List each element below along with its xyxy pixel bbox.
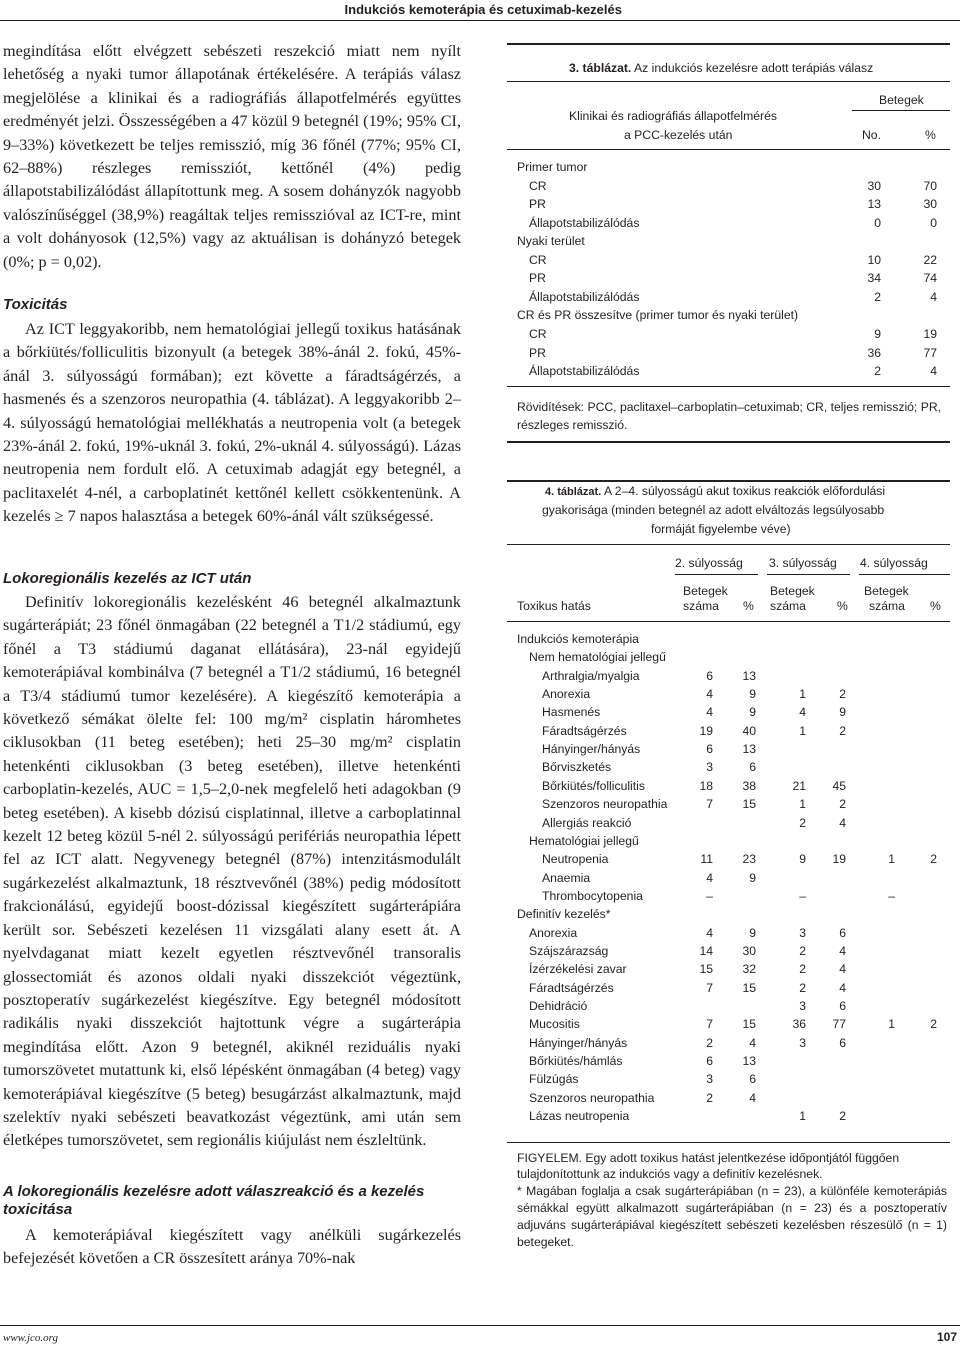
table-4-cell: 45	[832, 778, 846, 793]
table-4-cell: 36	[792, 1017, 806, 1032]
table-4-row-label: Anorexia	[529, 925, 578, 940]
toxicity-heading: Toxicitás	[3, 296, 68, 313]
table-4-cell: 6	[749, 1072, 756, 1087]
table-4-cell: 6	[839, 925, 846, 940]
table-4-g3-count-2: száma	[770, 599, 806, 613]
table-3-cell-pct: 0	[930, 215, 937, 230]
table-4-cell: 13	[742, 1054, 756, 1069]
table-4-cell: 2	[839, 1109, 846, 1124]
table-4-cell: 3	[799, 1035, 806, 1050]
table-4-label: 4. táblázat.	[545, 486, 602, 498]
table-4-cell: 3	[799, 999, 806, 1013]
table-4-cell: 7	[706, 980, 713, 995]
table-4-cell: 15	[742, 980, 756, 995]
table-3-caption-rule	[507, 81, 950, 82]
toxicity-paragraph: Az ICT leggyakoribb, nem hematológiai jellegű toxikus hatásának a bőrkiütés/folliculitis bizonyult (a betegek 38%-ánál 2. fokú, 45%-ánál 3. súlyosságú formában); ezt követte a fáradtságérzés, a hasmenés és a szenzoros neuropathia (4. táblázat). A leggyakoribb 2–4. súlyosságú hematológiai mellékhatás a neutropenia volt (a betegek 23%-ánál 2. fokú, 19%-uknál 3. fokú, 2%-uknál 4. súlyosságú). Lázas neutropenia nem fordult elő. A cetuximab adagját egy betegnél, a paclitaxelét 4-nél, a carboplatinét kettőnél kellett csökkentenünk. A kezelés ≥ 7 napos halasztása a betegek 60%-ánál vált szükségessé.	[3, 320, 461, 526]
table-3-row-label: CR	[529, 252, 547, 267]
table-3-cell-no: 36	[867, 345, 881, 360]
response-heading: A lokoregionális kezelésre adott válaszreakció és a kezelés toxicitása	[3, 1183, 425, 1218]
table-4-cell: 15	[742, 1017, 756, 1032]
table-4-row-label: Allergiás reakció	[542, 815, 632, 830]
table-4-row-label: Definitív kezelés*	[517, 907, 611, 922]
intro-paragraph: megindítása előtt elvégzett sebészeti reszekció miatt nem nyílt lehetőség a nyaki tumor állapotának értékelésére. A terápiás válasz megjelölése a klinikai és a radiográfiás állapotfelmérés együttes eredményét jelzi. Összességében a 47 közül 9 betegnél (19%; 95% CI, 9–33%) következett be teljes remisszió, míg 36 főnél (77%; 95% CI, 62–88%) részleges remissziót, kettőnél (4%) pedig állapotstabilizálódást állapítottunk meg. A sosem dohányzók nagyobb valószínűséggel (38,9%) reagáltak teljes remisszióval az ICT-re, mint a volt dohányosok (12,5%) vagy az aktuálisan is dohányzó betegek (0%; p = 0,02).	[3, 42, 461, 271]
table-4-cell: 2	[799, 815, 806, 830]
table-4-cell: 9	[839, 705, 846, 720]
table-4-footnote-2: * Magában foglalja a csak sugárterápiában (n = 23), a különféle kemoterápiás sémákkal együtt alkalmazott sugárterápiában (n = 23) és a posztoperatív adjuváns sugárterápiával kiegészített sebészeti kezelésben részesülő (n = 1) betegeket.	[517, 1184, 947, 1249]
table-3-bottom-rule	[507, 386, 950, 387]
table-3-cell-no: 9	[874, 326, 881, 341]
table-4-row-label: Anorexia	[542, 687, 591, 702]
table-4-cell: –	[799, 888, 806, 903]
table-4-bottom-rule	[507, 1142, 950, 1143]
table-3-row-label: CR	[529, 178, 547, 193]
table-3-title: Az indukciós kezelésre adott terápiás válasz	[634, 61, 874, 75]
table-4-row-label: Bőrkiütés/folliculitis	[542, 778, 645, 793]
table-4-cell: 6	[839, 999, 846, 1013]
table-4-row-label: Anaemia	[542, 870, 591, 885]
table-3	[507, 43, 950, 443]
table-4-row-label: Fülzúgás	[529, 1072, 579, 1087]
table-4-cell: 6	[706, 668, 713, 683]
table-4-cell: 9	[749, 687, 756, 702]
table-4-grade-2-header: 2. súlyosság	[675, 556, 743, 570]
table-4-cell: 1	[888, 852, 895, 867]
table-4-cell: 6	[706, 742, 713, 757]
table-3-row-label: Állapotstabilizálódás	[529, 289, 640, 304]
table-4-row-label: Ízérzékelési zavar	[529, 962, 627, 977]
header-rule	[0, 20, 960, 21]
table-4-cell: 1	[799, 1109, 806, 1124]
table-3-col-pct: %	[925, 128, 936, 142]
locoregional-heading: Lokoregionális kezelés az ICT után	[3, 570, 252, 587]
table-4-cell: 4	[749, 1090, 756, 1105]
table-4-cell: 19	[832, 852, 846, 867]
table-4-cell: 4	[706, 687, 713, 702]
table-4-cell: 3	[706, 1072, 713, 1087]
table-4-row-label: Mucositis	[529, 1017, 580, 1032]
table-4-cell: 1	[888, 1017, 895, 1032]
table-4-g4-count-1: Betegek	[864, 584, 909, 598]
table-4-cell: 32	[742, 962, 756, 977]
table-4-g4-count-2: száma	[869, 599, 905, 613]
table-3-cell-pct: 74	[923, 271, 937, 286]
table-4-cell: 2	[799, 943, 806, 958]
table-3-row-label: CR és PR összesítve (primer tumor és nyaki terület)	[517, 308, 799, 323]
page-number: 107	[936, 1330, 957, 1344]
table-4-cell: 4	[706, 870, 713, 885]
table-4-cell: 4	[706, 705, 713, 720]
table-3-cell-pct: 30	[923, 197, 937, 212]
table-4-cell: 15	[742, 797, 756, 812]
table-4-footnote-1: FIGYELEM. Egy adott toxikus hatást jelentkezése időpontjától függően tulajdonítottunk az indukciós vagy a definitív kezelésnek.	[517, 1151, 900, 1181]
table-4-cell: 4	[799, 705, 806, 720]
table-3-row-label: Nyaki terület	[517, 234, 585, 249]
table-4-cell: 2	[839, 687, 846, 702]
table-4-cell: 2	[839, 723, 846, 738]
table-4-row-label: Hasmenés	[542, 705, 601, 720]
table-4-caption-rule	[507, 544, 950, 545]
table-4-row-label: Hányinger/hányás	[542, 742, 641, 757]
table-4-row-label: Szenzoros neuropathia	[542, 797, 668, 812]
table-3-label: 3. táblázat.	[569, 61, 632, 75]
table-3-stub-header-1: Klinikai és radiográfiás állapotfelmérés	[569, 109, 777, 123]
table-4-cell: 2	[839, 797, 846, 812]
table-3-cell-no: 13	[867, 197, 881, 212]
table-4-grade-3-rule	[767, 574, 850, 575]
table-4-cell: 4	[706, 925, 713, 940]
table-4-cell: 2	[706, 1090, 713, 1105]
table-4-g4-pct: %	[930, 599, 941, 613]
table-3-row-label: PR	[529, 271, 546, 286]
table-3-cell-pct: 77	[923, 345, 937, 360]
table-4-g2-pct: %	[743, 599, 754, 613]
table-4-cell: 9	[749, 870, 756, 885]
table-4-cell: 13	[742, 668, 756, 683]
table-4-cell: 4	[839, 980, 846, 995]
table-4-row-label: Arthralgia/myalgia	[542, 668, 640, 683]
table-4-cell: 3	[706, 760, 713, 775]
table-4-cell: 7	[706, 797, 713, 812]
locoregional-paragraph: Definitív lokoregionális kezelésként 46 betegnél alkalmaztunk sugárterápiát; 23 főnél önmagában (22 betegnél a T1/2 stádiumú, egy főnél a T3 stádiumú daganat ellátására), 23-nál egyidejű kemoterápiával kombinálva (7 betegnél a T1/2 stádiumú, 16 betegnél a T3/4 stádiumú tumor kezelésére). A kiegészítő kemoterápia a következő sémákat ölelte fel: 100 mg/m² cisplatin háromhetes ciklusokban (11 beteg esetében); heti 25–30 mg/m² cisplatin hetenkénti ciklusokban (3 beteg esetében), illetve hetenkénti carboplatin-kezelés, AUC = 1,5–2,0-nek megfelelő heti adagokban (9 beteg esetében). A kisebb dózisú cisplatinnal, illetve a carboplatinnal kezelt 12 beteg közül 5-nél 2. súlyosságú perifériás neuropathia lépett fel az ICT alatt. Negyvenegy betegnél (87%) intenzitásmodulált sugárkezelést alkalmaztunk, 18 résztvevőnél (38%) pedig módosított frakcionálású, egyidejű boost-dózissal kiegészített sugárterápiára került sor. Sebészeti kezelésen 11 vizsgálati alany esett át. A nyelvdaganat miatt kezelt egyetlen résztvevőnél transoralis glossectomiát és azonos oldali nyaki disszekciót végeztünk, posztoperatív sugárkezelést kiegészítve. Egy betegnél módosított radikális nyaki disszekciót hajtottunk végre a sugárterápia megindítása előtt. Azon 9 betegnél, akiknél reziduális nyaki tumorszövetet mutattunk ki, első lépésként önmagában (4 beteg) vagy kemoterápiával kiegészítve (5 beteg) besugárzást alkalmaztunk, majd szelektív nyaki sebészeti beavatkozást végeztünk, ami után sem életképes tumorszövetet, sem regionális kiújulást nem észleltünk.	[3, 593, 461, 1150]
table-4-row-label: Bőrviszketés	[542, 760, 612, 775]
table-3-cell-pct: 4	[930, 289, 937, 304]
table-3-header-rule	[507, 149, 950, 150]
table-3-cell-no: 0	[874, 215, 881, 230]
table-3-end-rule	[507, 441, 950, 443]
table-4-cell: 4	[839, 962, 846, 977]
table-4-g2-count-2: száma	[683, 599, 719, 613]
table-4	[507, 480, 950, 1260]
running-head: Indukciós kemoterápia és cetuximab-kezelés	[344, 2, 622, 17]
table-4-top-rule	[507, 480, 950, 482]
table-4-cell: 3	[799, 925, 806, 940]
table-4-g3-count-1: Betegek	[770, 584, 815, 598]
table-3-cell-no: 10	[867, 252, 881, 267]
table-3-row-label: Primer tumor	[517, 160, 588, 174]
table-3-footnote: Rövidítések: PCC, paclitaxel–carboplatin–cetuximab; CR, teljes remisszió; PR, részleges remisszió.	[517, 400, 942, 432]
table-4-row-label: Nem hematológiai jellegű	[529, 650, 666, 665]
table-3-col-no: No.	[862, 128, 881, 142]
table-3-cell-no: 2	[874, 364, 881, 379]
table-3-row-label: CR	[529, 326, 547, 341]
table-4-row-label: Dehidráció	[529, 999, 588, 1013]
table-4-g2-count-1: Betegek	[683, 584, 728, 598]
table-4-cell: 2	[706, 1035, 713, 1050]
table-4-row-label: Thrombocytopenia	[542, 888, 643, 903]
table-4-caption-line-1	[545, 484, 885, 500]
table-4-row-label: Hányinger/hányás	[529, 1035, 628, 1050]
table-4-cell: 14	[699, 943, 713, 958]
table-4-cell: 7	[706, 1017, 713, 1032]
table-4-cell: 23	[742, 852, 756, 867]
table-4-cell: 1	[799, 797, 806, 812]
table-3-cell-no: 2	[874, 289, 881, 304]
table-4-row-label: Bőrkiütés/hámlás	[529, 1054, 623, 1069]
table-4-cell: 1	[799, 687, 806, 702]
table-4-cell: 21	[792, 778, 806, 793]
table-3-top-rule	[507, 43, 950, 45]
table-4-cell: 4	[749, 1035, 756, 1050]
table-4-row-label: Neutropenia	[542, 852, 609, 867]
table-4-row-label: Fáradtságérzés	[542, 723, 627, 738]
table-4-grade-3-header: 3. súlyosság	[769, 556, 837, 570]
table-3-cell-no: 30	[867, 178, 881, 193]
table-4-row-label: Lázas neutropenia	[529, 1109, 630, 1124]
table-4-cell: 2	[799, 962, 806, 977]
table-3-group-rule	[852, 110, 950, 111]
table-4-row-label: Szájszárazság	[529, 943, 609, 958]
table-3-row-label: Állapotstabilizálódás	[529, 215, 640, 230]
table-4-grade-2-rule	[675, 574, 758, 575]
table-3-stub-header-2: a PCC-kezelés után	[624, 128, 733, 142]
table-4-cell: 6	[839, 1035, 846, 1050]
table-4-cell: 40	[742, 723, 756, 738]
table-4-title-line-2: gyakorisága (minden betegnél az adott elváltozás legsúlyosabb	[542, 503, 885, 517]
table-4-header-rule	[507, 621, 950, 622]
table-4-cell: 19	[699, 723, 713, 738]
table-3-cell-pct: 19	[923, 326, 937, 341]
table-4-cell: 1	[799, 723, 806, 738]
table-4-cell: 4	[839, 943, 846, 958]
table-4-cell: 6	[749, 760, 756, 775]
table-4-cell: 13	[742, 742, 756, 757]
table-4-cell: –	[888, 888, 895, 903]
table-3-col-group: Betegek	[879, 93, 924, 107]
table-4-cell: 15	[699, 962, 713, 977]
table-4-cell: 9	[749, 705, 756, 720]
table-3-row-label: PR	[529, 197, 546, 212]
footer-url: www.jco.org	[3, 1332, 59, 1344]
table-4-cell: 4	[839, 815, 846, 830]
table-4-cell: 6	[706, 1054, 713, 1069]
table-3-cell-no: 34	[867, 271, 881, 286]
table-4-cell: –	[706, 888, 713, 903]
table-4-cell: 2	[930, 1017, 937, 1032]
table-4-cell: 9	[749, 925, 756, 940]
table-4-title-line-3: formáját figyelembe véve)	[651, 522, 791, 536]
table-3-cell-pct: 70	[923, 178, 937, 193]
table-4-grade-4-rule	[859, 574, 950, 575]
table-4-cell: 9	[799, 852, 806, 867]
footer-rule	[0, 1325, 960, 1326]
table-3-row-label: PR	[529, 345, 546, 360]
table-4-cell: 2	[799, 980, 806, 995]
table-4-cell: 38	[742, 778, 756, 793]
table-4-cell: 2	[930, 852, 937, 867]
table-4-row-label: Fáradtságérzés	[529, 980, 614, 995]
table-3-cell-pct: 4	[930, 364, 937, 379]
table-4-title-line-1: A 2–4. súlyosságú akut toxikus reakciók előfordulási	[603, 484, 886, 498]
table-4-cell: 11	[700, 852, 713, 867]
table-4-cell: 77	[832, 1017, 846, 1032]
table-3-caption	[569, 61, 873, 76]
table-4-grade-4-header: 4. súlyosság	[860, 556, 928, 570]
table-3-cell-pct: 22	[923, 252, 937, 267]
table-4-row-label: Indukciós kemoterápia	[517, 632, 639, 646]
table-4-row-label: Szenzoros neuropathia	[529, 1090, 655, 1105]
table-4-cell: 30	[742, 943, 756, 958]
response-paragraph: A kemoterápiával kiegészített vagy anélküli sugárkezelés befejezését követően a CR összesített aránya 70%-nak	[3, 1226, 461, 1268]
table-4-stub-header: Toxikus hatás	[517, 599, 591, 613]
table-4-row-label: Hematológiai jellegű	[529, 833, 639, 848]
table-3-row-label: Állapotstabilizálódás	[529, 364, 640, 379]
table-4-cell: 18	[699, 778, 713, 793]
table-4-g3-pct: %	[837, 599, 848, 613]
